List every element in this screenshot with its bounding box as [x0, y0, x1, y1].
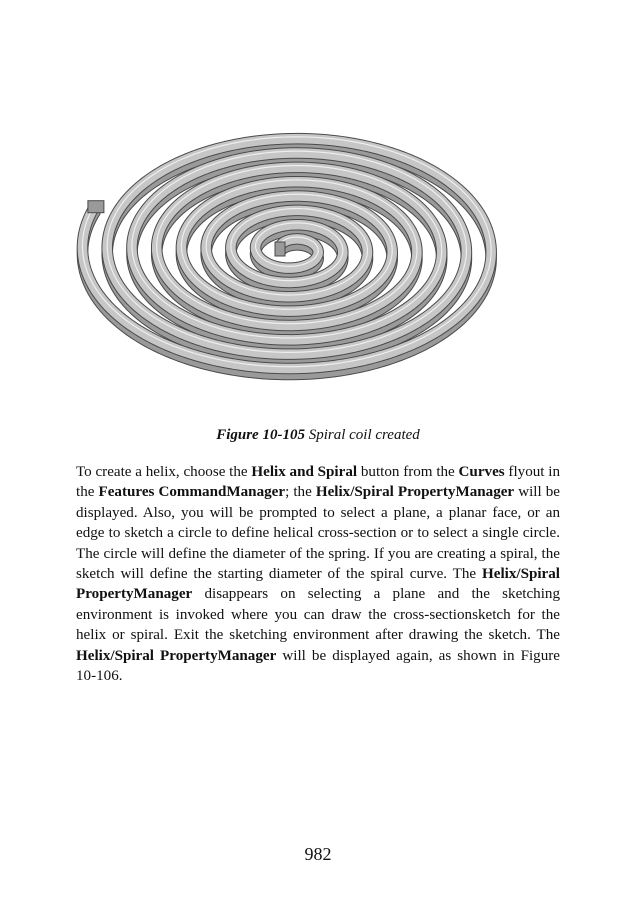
- spiral-coil-figure: [76, 72, 560, 420]
- bold-term: Helix/Spiral PropertyManager: [315, 484, 515, 501]
- coil-inner-end-cap: [275, 242, 285, 256]
- text-run: disappears on selecting a plane and the sketching environment is invoked where you can draw the cross-sectionsketch for the helix or spiral. Exit the sketching environment after drawing the sketch. The: [76, 586, 560, 644]
- text-run: To create a helix, choose the: [76, 464, 252, 480]
- text-run: button from the: [357, 464, 459, 480]
- page-number: 982: [304, 844, 332, 864]
- spiral-coil-image: [76, 72, 560, 420]
- text-run: will be displayed. Also, you will be prompted to select a plane, a planar face, or an edge to sketch a circle to define helical cross-section or to select a single circle. The circle will define the diameter of the spring. If you are creating a spiral, the sketch will define the starting diameter of the spiral curve. The: [76, 484, 560, 583]
- bold-term: Helix and Spiral: [251, 464, 358, 480]
- bold-term: Helix/Spiral PropertyManager: [76, 647, 277, 664]
- text-run: ; the: [285, 484, 316, 501]
- figure-title: Spiral coil created: [308, 427, 420, 443]
- text-run: flyout in the: [76, 464, 560, 501]
- figure-label: Figure 10-105: [216, 427, 305, 443]
- body-paragraph: [76, 462, 560, 686]
- coil-outer-end-cap: [88, 201, 104, 213]
- figure-caption: [0, 425, 636, 445]
- bold-term: Curves: [458, 464, 505, 480]
- bold-term: Features CommandManager: [98, 484, 286, 501]
- bold-term: Helix/Spiral PropertyManager: [76, 566, 560, 603]
- text-run: will be displayed again, as shown in Figure 10-106.: [76, 647, 560, 685]
